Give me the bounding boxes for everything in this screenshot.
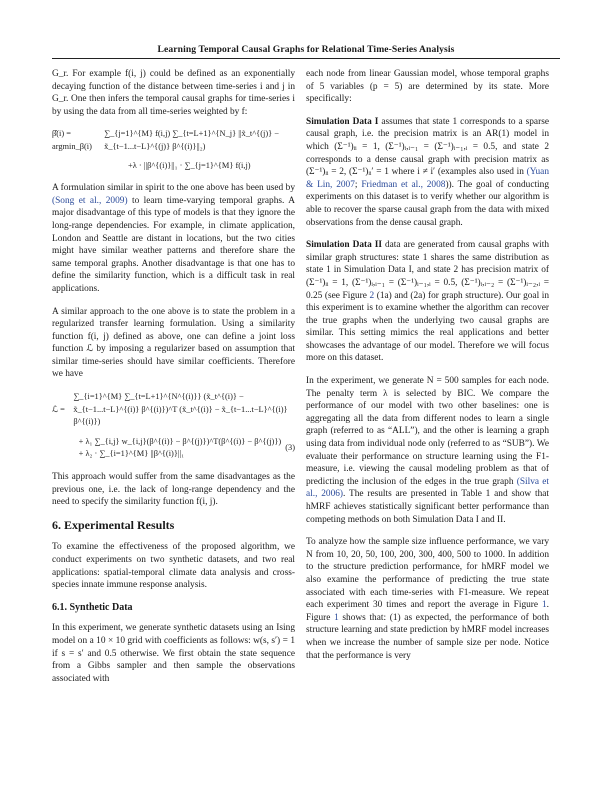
- paragraph-transfer-learning: A similar approach to the one above is to state the problem in a regularized transfer learning formulation. Using a similarity function f(i, j) defined as above, one can define a joint loss function ℒ by imposing a regularizer based on assumption that similar time-series should have similar coefficients. Therefore we have: [52, 306, 295, 380]
- paragraph-disadvantages: This approach would suffer from the same disadvantages as the previous one, i.e. the lack of long-range dependency and the need to specify the similarity function f(i, j).: [52, 472, 295, 508]
- paragraph-similarity-function: G_r. For example f(i, j) could be defined as an exponentially decaying function of the distance between time-series i and j in G_r. One then infers the temporal causal graphs for time-series i by using the data from all time-series weighted by f:: [52, 69, 295, 117]
- citation-link[interactable]: Friedman et al., 2008: [361, 179, 446, 190]
- paragraph-linear-gaussian: each node from linear Gaussian model, whose temporal graphs of 5 variables (p = 5) are determined by its state. More specifically:: [306, 69, 549, 105]
- paragraph-synthetic-data: In this experiment, we generate synthetic datasets using an Ising model on a 10 × 10 grid with coefficients as follows: w(s, s′) = 1 if s = s′ and 0.5 otherwise. We first obtain the state sequence from a Gibbs sampler and then sample the observations associated with: [52, 623, 295, 684]
- paragraph-time-varying: A formulation similar in spirit to the one above has been used by (Song et al., 2009) to learn time-varying temporal graphs. A major disadvantage of this type of models is that they ignore the long-range dependencies. For example, in climate application, London and Seattle are distant in locations, but the two cities might have similar weather patterns and therefore share the same temporal graphs. Another disadvantage is that one has to define the similarity function, which is a difficult task in real applications.: [52, 183, 295, 294]
- citation-link[interactable]: (Yuan & Lin, 2007: [306, 167, 549, 190]
- equation-line-2: +λ · ||β^{(i)}||₁ · ∑_{j=1}^{M} f(i,j): [128, 160, 251, 170]
- citation-link[interactable]: (Silva et al., 2006): [306, 476, 550, 500]
- citation-link[interactable]: (Song et al., 2009): [52, 195, 128, 206]
- equation-line-1: ∑_{i=1}^{M} ∑_{t=L+1}^{N^{(i)}} (x̃_t^{(i)} − x̃_{t−1...t−L}^{(i)} β^{(i)})^T (x̃_t^{(i)} − x̃_{t−1...t−L}^{(i)} β^{(i)}): [73, 392, 288, 427]
- equation-joint-loss: [52, 391, 295, 461]
- paragraph-simulation-data-2: Simulation Data II data are generated from causal graphs with similar graph structures: state 1 shares the same distribution as state 1 in Simulation Data I, and state 2 has precision matrix of (Σ⁻¹)ᵢᵢ = 1, (Σ⁻¹)ᵢ,ᵢ₋₁ = (Σ⁻¹)ᵢ₋₁,ᵢ = 0.5, (Σ⁻¹)ᵢ,ᵢ₋₂ = (Σ⁻¹)ᵢ₋₂,ᵢ = 0.25 (see Figure 2 (1a) and (2a) for graph structure). Our goal in this experiment is to examine whether the algorithm can recover the true graphs when the underlying two causal graphs are similar. This setting mimics the real applications and better showcases the advantage of our model. Therefore we will focus more on this dataset.: [306, 240, 549, 364]
- figure-reference-link[interactable]: 1: [541, 600, 547, 611]
- right-column: [306, 68, 549, 662]
- equation-weighted-lasso: [52, 128, 295, 172]
- figure-reference-link[interactable]: 2: [369, 290, 375, 301]
- paragraph-simulation-data-1: Simulation Data I assumes that state 1 corresponds to a sparse causal graph, i.e. the precision matrix is an AR(1) model in which (Σ⁻¹)ᵢᵢ = 1, (Σ⁻¹)ᵢ,ᵢ₋₁ = (Σ⁻¹)ᵢ₋₁,ᵢ = 0.5, and state 2 corresponds to a dense causal graph with precision matrix as (Σ⁻¹)ᵢᵢ = 2, (Σ⁻¹)ᵢᵢ′ = 1 where i ≠ i′ (examples also used in (Yuan & Lin, 2007; Friedman et al., 2008)). The goal of conducting experiments on this dataset is to verify whether our algorithm is able to recover the sparse causal graph from the data with mixed observations from the dense causal graph.: [306, 116, 549, 228]
- equation-lhs: β̂(i) = argmin_β(i): [52, 129, 92, 151]
- paragraph-experiments-intro: To examine the effectiveness of the proposed algorithm, we conduct experiments on two synthetic datasets, and two real applications: spatial-temporal climate data analysis and cross-species innate immune response analysis.: [52, 542, 295, 591]
- equation-number: (3): [285, 443, 295, 453]
- subsection-heading: 6.1. Synthetic Data: [52, 601, 133, 613]
- figure-reference-link[interactable]: 1: [334, 612, 339, 623]
- run-in-heading: Simulation Data I: [306, 116, 379, 127]
- paragraph-sample-size: To analyze how the sample size influence performance, we vary N from 10, 20, 50, 100, 200, 300, 400, 500 to 1000. In addition to the structure prediction performance, for hMRF model we also examine the performance of predicting the true state associated with each time-series with F1-measure. We repeat each experiment 30 times and report the average in Figure 1. Figure 1 shows that: (1) as expected, the performance of both structure learning and state prediction by hMRF model increases when we increase the number of sample size per node. Notice that the performance is very: [306, 537, 549, 661]
- run-in-heading: Simulation Data II: [306, 240, 382, 251]
- header-rule: [52, 58, 560, 59]
- section-heading: 6. Experimental Results: [52, 517, 175, 532]
- running-header: Learning Temporal Causal Graphs for Relational Time-Series Analysis: [157, 44, 455, 55]
- left-column: [52, 68, 295, 685]
- paragraph-experiment-setup: In the experiment, we generate N = 500 samples for each node. The penalty term λ is selected by BIC. We compare the performance of our model with two other baselines: one is aggregating all the data from different nodes to learn a single graph (referred to as “ALL”), and the other is learning a graph using data from individual node only (referred to as “SUB”). We evaluate their performance on structure learning using the F1-measure, i.e. viewing the causal modeling problem as that of predicting the inclusion of the edges in the true graph (Silva et al., 2006). The results are presented in Table 1 and show that hMRF achieves statistically significant better performance than competing methods on both Simulation Data I and II.: [306, 376, 550, 525]
- equation-line-1: ∑_{j=1}^{M} f(i,j) ∑_{t=L+1}^{N_j} ||x̃_t^{(j)} − x̃_{t−1...t−L}^{(j)} β^{(i)}||₂): [104, 129, 279, 151]
- equation-lhs: ℒ =: [52, 404, 65, 414]
- equation-line-2: + λ₁ ∑_{i,j} w_{i,j}(β^{(i)} − β^{(j)})^T(β^{(i)} − β^{(j)}) + λ₂ · ∑_{i=1}^{M} ||β^{(i)}||₁: [78, 436, 282, 459]
